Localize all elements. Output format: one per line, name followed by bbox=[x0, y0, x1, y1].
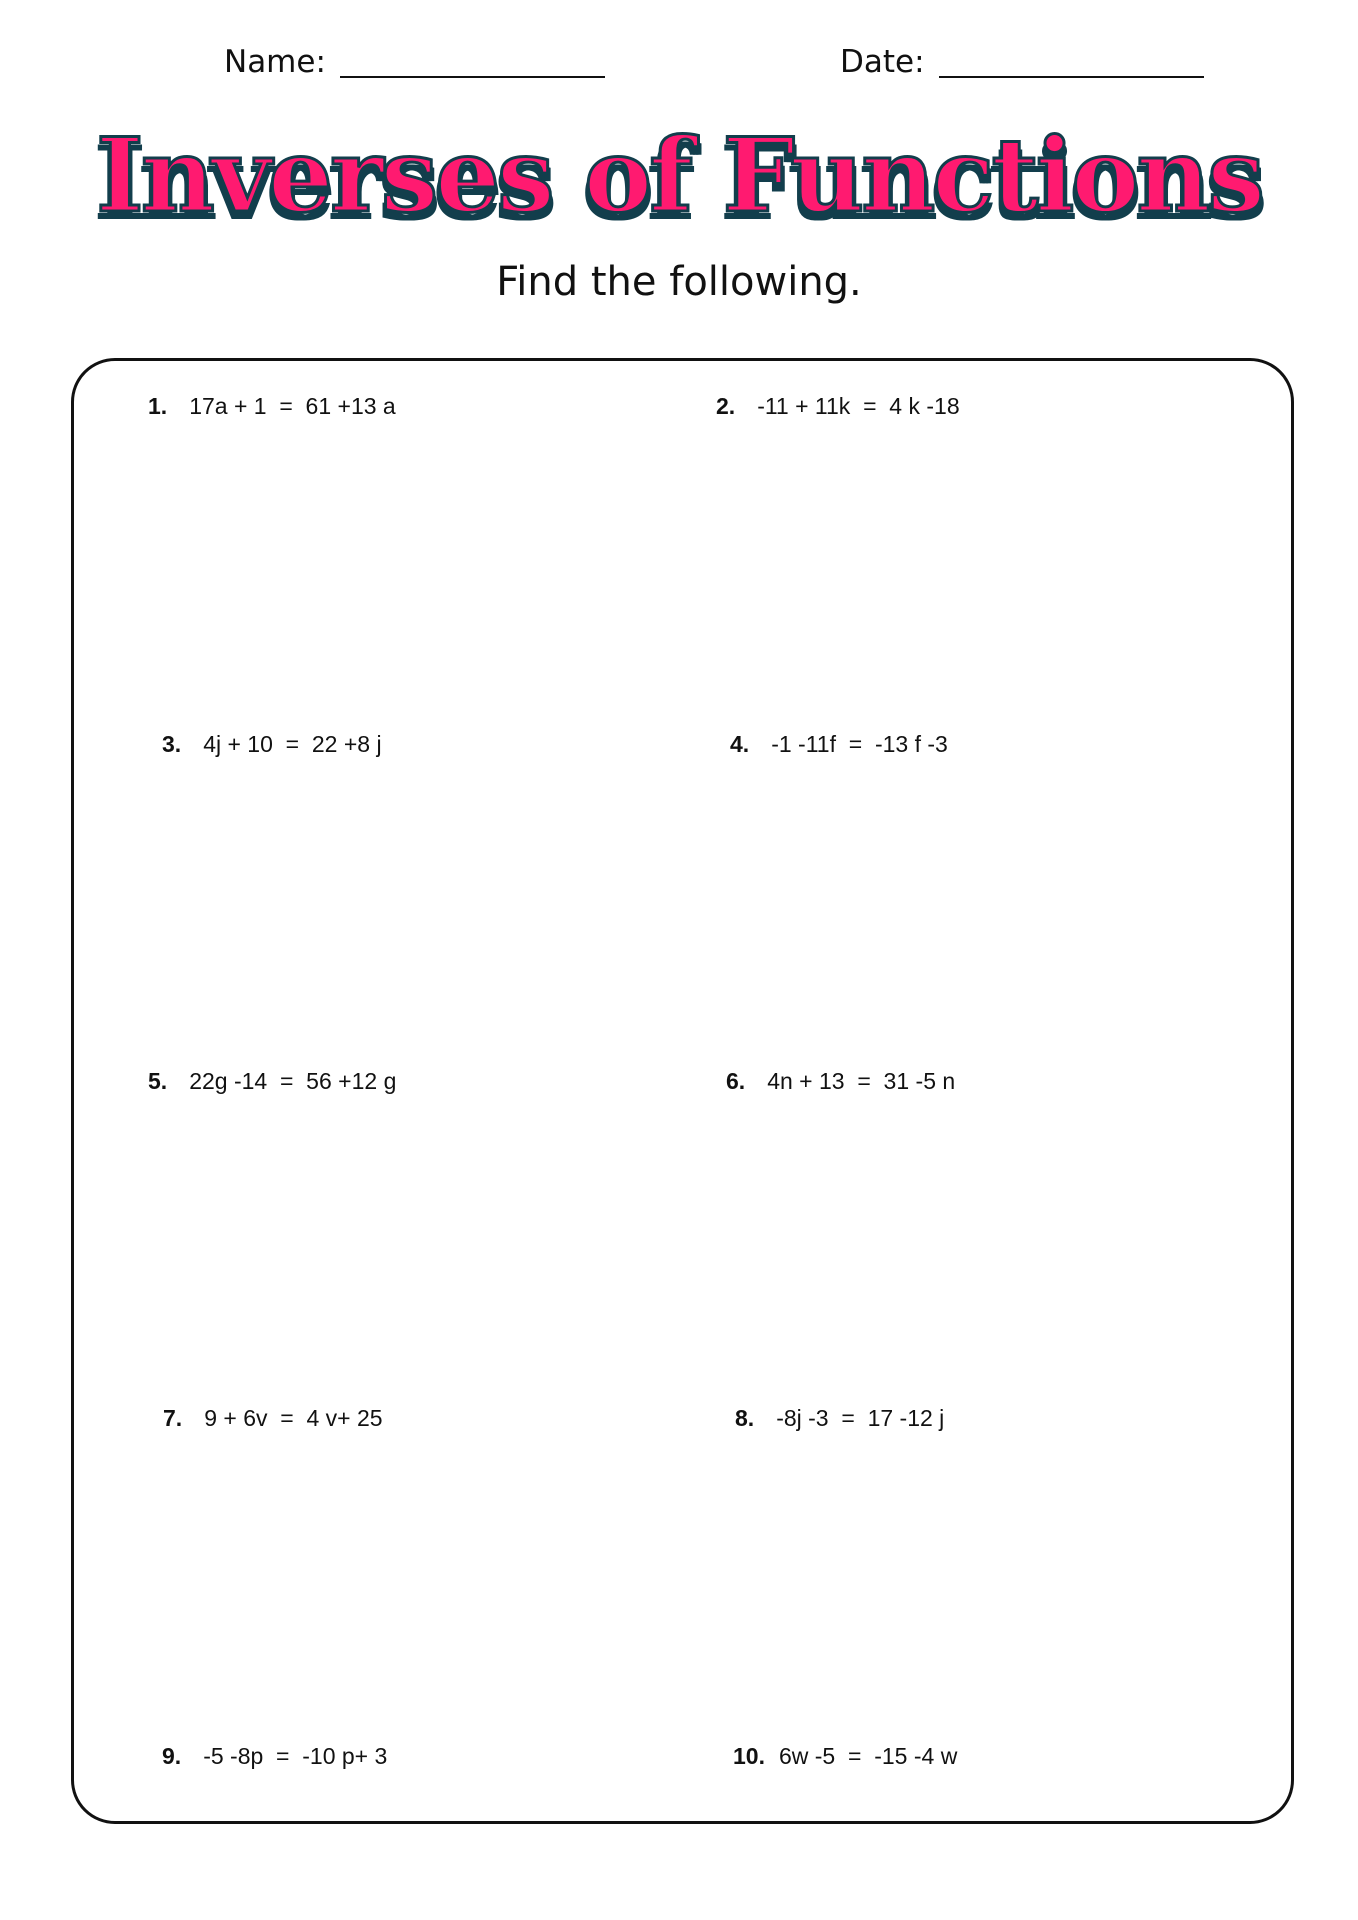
problem-equation: 9 + 6v = 4 v+ 25 bbox=[204, 1405, 383, 1431]
problem-7 bbox=[163, 1407, 383, 1430]
problem-equation: -8j -3 = 17 -12 j bbox=[776, 1405, 945, 1431]
problem-number: 1. bbox=[148, 393, 168, 419]
name-field[interactable] bbox=[224, 44, 605, 80]
date-field[interactable] bbox=[840, 44, 1204, 80]
problem-number: 2. bbox=[716, 393, 736, 419]
problem-number: 3. bbox=[162, 731, 182, 757]
problem-4 bbox=[730, 733, 948, 756]
problem-number: 10. bbox=[733, 1743, 765, 1769]
problem-10 bbox=[733, 1745, 957, 1768]
name-label: Name: bbox=[224, 44, 326, 80]
problem-number: 6. bbox=[726, 1068, 746, 1094]
problem-equation: 4n + 13 = 31 -5 n bbox=[767, 1068, 956, 1094]
problem-equation: -5 -8p = -10 p+ 3 bbox=[203, 1743, 388, 1769]
problem-8 bbox=[735, 1407, 944, 1430]
problem-number: 5. bbox=[148, 1068, 168, 1094]
problem-equation: 4j + 10 = 22 +8 j bbox=[203, 731, 382, 757]
problem-number: 9. bbox=[162, 1743, 182, 1769]
problem-2 bbox=[716, 395, 960, 418]
name-blank-line[interactable] bbox=[340, 76, 605, 78]
problem-number: 4. bbox=[730, 731, 750, 757]
problem-3 bbox=[162, 733, 382, 756]
problem-1 bbox=[148, 395, 396, 418]
problem-equation: -11 + 11k = 4 k -18 bbox=[757, 393, 960, 419]
problem-9 bbox=[162, 1745, 387, 1768]
date-blank-line[interactable] bbox=[939, 76, 1204, 78]
date-label: Date: bbox=[840, 44, 925, 80]
page-title: Inverses of Functions bbox=[96, 116, 1262, 236]
problem-equation: -1 -11f = -13 f -3 bbox=[771, 731, 948, 757]
problem-number: 8. bbox=[735, 1405, 755, 1431]
problem-equation: 22g -14 = 56 +12 g bbox=[189, 1068, 397, 1094]
instructions: Find the following. bbox=[496, 259, 862, 305]
problem-number: 7. bbox=[163, 1405, 183, 1431]
problem-6 bbox=[726, 1070, 955, 1093]
problem-equation: 17a + 1 = 61 +13 a bbox=[189, 393, 396, 419]
problem-equation: 6w -5 = -15 -4 w bbox=[778, 1743, 958, 1769]
problem-5 bbox=[148, 1070, 396, 1093]
